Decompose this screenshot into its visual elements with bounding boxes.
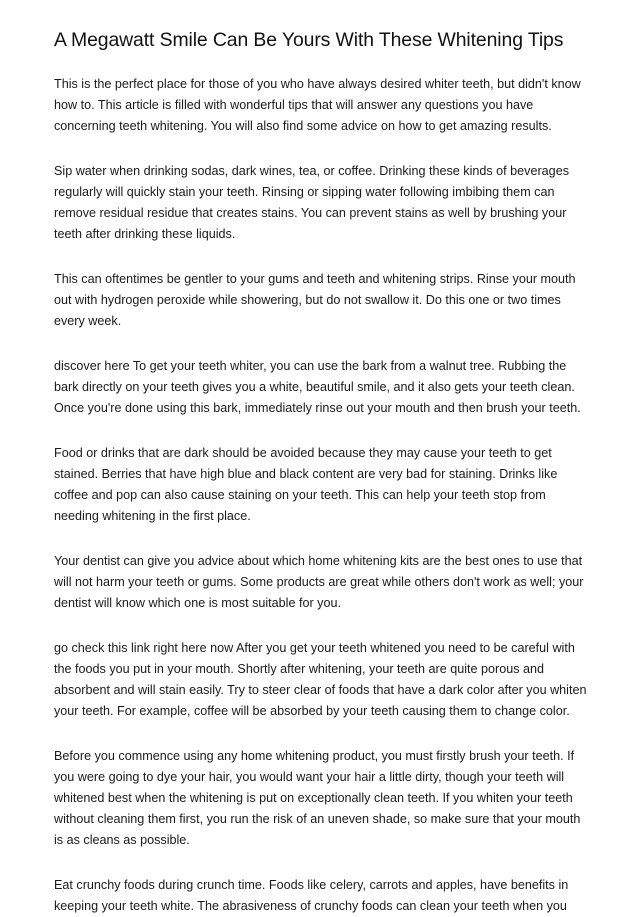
- paragraph-crunchy-foods: Eat crunchy foods during crunch time. Foods like celery, carrots and apples, have benefits in keeping your teeth white. The abrasiveness of crunchy foods can clean your teeth when you: [54, 878, 569, 913]
- paragraph-intro: This is the perfect place for those of you who have always desired whiter teeth, but didn't know how to. This article is filled with wonderful tips that will answer any questions you have concerning teeth whitening. You will also find some advice on how to get amazing results.: [54, 77, 581, 133]
- document-page: [54, 28, 590, 917]
- paragraph-dentist-advice: Your dentist can give you advice about which home whitening kits are the best ones to use that will not harm your teeth or gums. Some products are great while others don't work as well; your dentist will know which one is most suitable for you.: [54, 554, 584, 610]
- paragraph-walnut-bark: discover here To get your teeth whiter, you can use the bark from a walnut tree. Rubbing the bark directly on your teeth gives you a white, beautiful smile, and it also gets your teeth clean. Once you're done using this bark, immediately rinse out your mouth and then brush your teeth.: [54, 359, 581, 415]
- paragraph-hydrogen-peroxide: This can oftentimes be gentler to your gums and teeth and whitening strips. Rinse your mouth out with hydrogen peroxide while showering, but do not swallow it. Do this one or two times every week.: [54, 272, 576, 328]
- paragraph-dark-foods: Food or drinks that are dark should be avoided because they may cause your teeth to get stained. Berries that have high blue and black content are very bad for staining. Drinks like coffee and pop can also cause staining on your teeth. This can help your teeth stop from needing whitening in the first place.: [54, 446, 558, 523]
- page-title: A Megawatt Smile Can Be Yours With These Whitening Tips: [54, 29, 564, 51]
- paragraph-after-whitening: go check this link right here now After you get your teeth whitened you need to be careful with the foods you put in your mouth. Shortly after whitening, your teeth are quite porous and absorbent and will stain easily. Try to steer clear of foods that have a dark color after you whiten your teeth. For example, coffee will be absorbed by your teeth causing them to change color.: [54, 641, 587, 718]
- paragraph-sip-water: Sip water when drinking sodas, dark wines, tea, or coffee. Drinking these kinds of beverages regularly will quickly stain your teeth. Rinsing or sipping water following imbibing them can remove residual residue that creates stains. You can prevent stains as well by brushing your teeth after drinking these liquids.: [54, 164, 569, 241]
- paragraph-brush-first: Before you commence using any home whitening product, you must firstly brush your teeth. If you were going to dye your hair, you would want your hair a little dirty, though your teeth will whitened best when the whitening is put on exceptionally clean teeth. If you whiten your teeth without cleaning them first, you run the risk of an uneven shade, so make sure that your mouth is as cleans as possible.: [54, 749, 581, 847]
